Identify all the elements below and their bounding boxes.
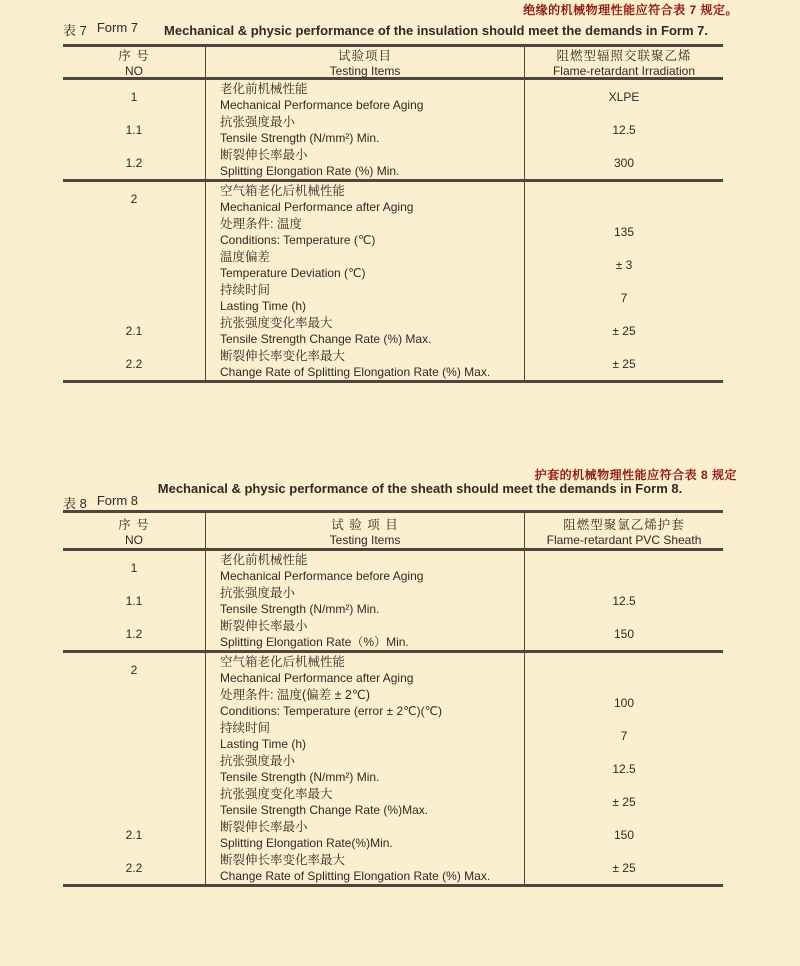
testing-item-label-cn: 抗张强度最小	[220, 753, 296, 768]
table-row	[63, 584, 723, 617]
testing-item-label-en: Mechanical Performance before Aging	[220, 97, 424, 112]
form8-col-header-items	[205, 513, 525, 548]
testing-item-label-cn: 处理条件: 温度(偏差 ± 2℃)	[220, 687, 371, 702]
testing-item-label-cn: 抗张强度最小	[220, 114, 296, 129]
testing-item-label-cn: 抗张强度最小	[220, 585, 296, 600]
row-number	[63, 719, 205, 752]
col-header-items-cn: 试验项目	[337, 49, 392, 63]
form7-col-header-no	[63, 47, 205, 77]
requirement-value: 12.5	[612, 122, 636, 137]
form8-requirement-note: 护套的机械物理性能应符合表 8 规定	[534, 468, 737, 482]
testing-item-cell	[205, 653, 525, 686]
requirement-value: 12.5	[612, 593, 636, 608]
testing-item-cell	[205, 686, 525, 719]
col-header-no-en: NO	[125, 64, 143, 78]
form8-label-cn: 表 8	[63, 496, 87, 511]
testing-item-label-en: Tensile Strength (N/mm²) Min.	[220, 130, 380, 145]
row-number: 1	[130, 560, 138, 575]
table-row	[63, 719, 723, 752]
row-number: 2	[130, 662, 138, 677]
requirement-value: 150	[613, 626, 635, 641]
requirement-value: 7	[620, 728, 628, 743]
table-row	[63, 818, 723, 851]
testing-item-label-en: Conditions: Temperature (error ± 2℃)(℃)	[220, 703, 443, 718]
form8-table	[63, 510, 723, 887]
requirement-value	[525, 551, 723, 584]
testing-item-label-cn: 老化前机械性能	[220, 81, 308, 96]
testing-item-cell	[205, 281, 525, 314]
row-number: 2.2	[125, 356, 143, 371]
requirement-value	[525, 182, 723, 215]
form7-table	[63, 44, 723, 383]
row-number	[63, 785, 205, 818]
testing-item-cell	[205, 584, 525, 617]
table-section	[63, 80, 723, 179]
testing-item-cell	[205, 851, 525, 884]
col-header-no-cn: 序 号	[118, 49, 150, 63]
testing-item-label-cn: 断裂伸长率最小	[220, 147, 308, 162]
testing-item-label-en: Change Rate of Splitting Elongation Rate (%) Max.	[220, 364, 491, 379]
testing-item-cell	[205, 215, 525, 248]
testing-item-label-en: Lasting Time (h)	[220, 298, 307, 313]
testing-item-label-en: Splitting Elongation Rate（%）Min.	[220, 634, 409, 649]
testing-item-cell	[205, 752, 525, 785]
testing-item-label-en: Lasting Time (h)	[220, 736, 307, 751]
row-number: 1.2	[125, 155, 143, 170]
col-header-no-cn: 序 号	[118, 517, 150, 532]
table-section	[63, 179, 723, 380]
testing-item-label-en: Conditions: Temperature (℃)	[220, 232, 376, 247]
testing-item-label-cn: 处理条件: 温度	[220, 216, 302, 231]
testing-item-cell	[205, 146, 525, 179]
table-row	[63, 551, 723, 584]
table-row	[63, 653, 723, 686]
testing-item-label-cn: 断裂伸长率变化率最大	[220, 348, 346, 363]
requirement-value: 100	[613, 695, 635, 710]
requirement-value: 150	[613, 827, 635, 842]
table-section	[63, 650, 723, 884]
col-header-no-en: NO	[125, 532, 143, 547]
row-number	[63, 752, 205, 785]
testing-item-label-en: Tensile Strength (N/mm²) Min.	[220, 769, 380, 784]
testing-item-label-cn: 断裂伸长率最小	[220, 819, 308, 834]
form8-title: Mechanical & physic performance of the sheath should meet the demands in Form 8.	[157, 481, 683, 496]
requirement-value: 135	[613, 224, 635, 239]
testing-item-cell	[205, 113, 525, 146]
col-header-items-en: Testing Items	[329, 64, 401, 78]
form7-col-header-items	[205, 47, 525, 77]
table-row	[63, 314, 723, 347]
testing-item-label-cn: 持续时间	[220, 282, 271, 297]
requirement-value: 7	[620, 290, 628, 305]
col-header-items-cn: 试 验 项 目	[331, 517, 399, 532]
table-row	[63, 146, 723, 179]
col-header-material-cn: 阻燃型聚氯乙烯护套	[563, 517, 685, 532]
testing-item-label-cn: 断裂伸长率变化率最大	[220, 852, 346, 867]
row-number	[63, 215, 205, 248]
testing-item-label-en: Tensile Strength Change Rate (%) Max.	[220, 331, 432, 346]
requirement-value: ± 3	[615, 257, 633, 272]
row-number: 2.2	[125, 860, 143, 875]
table-row	[63, 347, 723, 380]
testing-item-label-en: Mechanical Performance after Aging	[220, 199, 414, 214]
row-number: 1.1	[125, 122, 143, 137]
requirement-value	[525, 653, 723, 686]
row-number: 1	[130, 89, 138, 104]
row-number: 1.2	[125, 626, 143, 641]
row-number	[63, 686, 205, 719]
testing-item-label-cn: 空气箱老化后机械性能	[220, 654, 346, 669]
testing-item-cell	[205, 818, 525, 851]
testing-item-cell	[205, 347, 525, 380]
requirement-value: ± 25	[612, 860, 636, 875]
testing-item-label-cn: 空气箱老化后机械性能	[220, 183, 346, 198]
form7-title-line	[63, 20, 708, 39]
table-row	[63, 80, 723, 113]
form7-label	[63, 20, 138, 39]
table-row	[63, 617, 723, 650]
table-row	[63, 248, 723, 281]
testing-item-cell	[205, 182, 525, 215]
testing-item-label-en: Mechanical Performance after Aging	[220, 670, 414, 685]
testing-item-cell	[205, 785, 525, 818]
testing-item-label-cn: 抗张强度变化率最大	[220, 786, 333, 801]
table-row	[63, 182, 723, 215]
row-number	[63, 248, 205, 281]
testing-item-label-en: Change Rate of Splitting Elongation Rate (%) Max.	[220, 868, 491, 883]
table-row	[63, 281, 723, 314]
form8-table-header	[63, 513, 723, 551]
testing-item-cell	[205, 719, 525, 752]
table-row	[63, 752, 723, 785]
requirement-value: XLPE	[608, 89, 640, 104]
col-header-items-en: Testing Items	[329, 532, 401, 547]
table-row	[63, 113, 723, 146]
table-row	[63, 785, 723, 818]
col-header-material-en: Flame-retardant PVC Sheath	[546, 532, 702, 547]
requirement-value: ± 25	[612, 794, 636, 809]
testing-item-cell	[205, 248, 525, 281]
testing-item-label-en: Temperature Deviation (℃)	[220, 265, 366, 280]
row-number: 2.1	[125, 323, 143, 338]
form8-label-en: Form 8	[96, 493, 139, 508]
testing-item-cell	[205, 80, 525, 113]
testing-item-cell	[205, 551, 525, 584]
requirement-value: 300	[613, 155, 635, 170]
testing-item-label-cn: 温度偏差	[220, 249, 271, 264]
testing-item-label-en: Mechanical Performance before Aging	[220, 568, 424, 583]
form7-title: Mechanical & physic performance of the insulation should meet the demands in Form 7.	[164, 23, 708, 38]
form7-table-header	[63, 47, 723, 80]
row-number: 2.1	[125, 827, 143, 842]
table-row	[63, 686, 723, 719]
form8-col-header-no	[63, 513, 205, 548]
row-number	[63, 281, 205, 314]
testing-item-label-cn: 持续时间	[220, 720, 271, 735]
form7-requirement-note: 绝缘的机械物理性能应符合表 7 规定。	[523, 3, 738, 17]
requirement-value: 12.5	[612, 761, 636, 776]
row-number: 2	[130, 191, 138, 206]
testing-item-label-en: Splitting Elongation Rate (%) Min.	[220, 163, 400, 178]
col-header-material-cn: 阻燃型辐照交联聚乙烯	[556, 49, 692, 63]
form7-col-header-material	[525, 47, 723, 77]
testing-item-label-cn: 抗张强度变化率最大	[220, 315, 333, 330]
row-number: 1.1	[125, 593, 143, 608]
col-header-material-en: Flame-retardant Irradiation	[552, 64, 696, 78]
testing-item-label-cn: 断裂伸长率最小	[220, 618, 308, 633]
table-row	[63, 215, 723, 248]
requirement-value: ± 25	[612, 356, 636, 371]
testing-item-label-en: Tensile Strength (N/mm²) Min.	[220, 601, 380, 616]
testing-item-label-en: Tensile Strength Change Rate (%)Max.	[220, 802, 429, 817]
table-section	[63, 551, 723, 650]
form7-label-cn: 表 7	[63, 23, 87, 38]
requirement-value: ± 25	[612, 323, 636, 338]
testing-item-label-cn: 老化前机械性能	[220, 552, 308, 567]
testing-item-label-en: Splitting Elongation Rate(%)Min.	[220, 835, 393, 850]
testing-item-cell	[205, 617, 525, 650]
form7-label-en: Form 7	[96, 20, 139, 35]
form8-col-header-material	[525, 513, 723, 548]
testing-item-cell	[205, 314, 525, 347]
table-row	[63, 851, 723, 884]
